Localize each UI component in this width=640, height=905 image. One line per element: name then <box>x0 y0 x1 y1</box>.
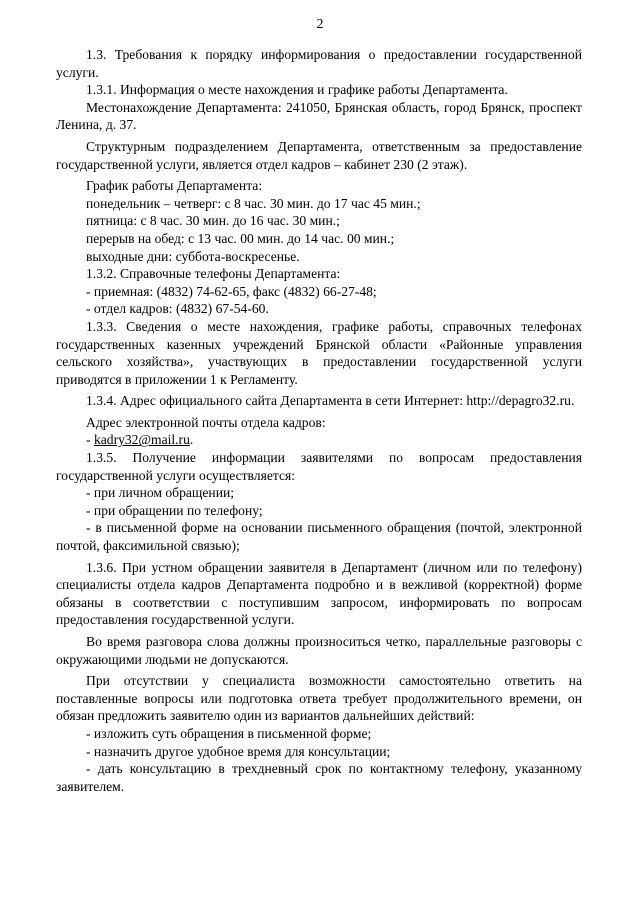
schedule-weekend: выходные дни: суббота-воскресенье. <box>86 248 300 264</box>
page-number: 2 <box>316 17 324 32</box>
paragraph-conversation: Во время разговора слова должны произноситься четко, параллельные разговоры с окружающими людьми не допускаются. <box>56 634 582 667</box>
list-item-written-form: - изложить суть обращения в письменной форме; <box>86 725 372 741</box>
list-item-phone: - при обращении по телефону; <box>86 502 263 518</box>
list-item-three-days: - дать консультацию в трехдневный срок по контактному телефону, указанному заявителем. <box>56 761 582 794</box>
list-item-other-time: - назначить другое удобное время для консультации; <box>86 743 391 759</box>
phone-reception: - приемная: (4832) 74-62-65, факс (4832) 66-27-48; <box>86 283 377 299</box>
paragraph-1-3-4: 1.3.4. Адрес официального сайта Департамента в сети Интернет: http://depagro32.ru. <box>86 393 575 409</box>
list-item-written: - в письменной форме на основании письменного обращения (почтой, электронной почтой, факсимильной связью); <box>56 520 582 554</box>
subsection-heading-1-3-1: 1.3.1. Информация о месте нахождения и графике работы Департамента. <box>86 82 508 98</box>
schedule-heading: График работы Департамента: <box>86 178 263 194</box>
section-heading-1-3: 1.3. Требования к порядку информирования о предоставлении государственной услуги. <box>56 47 582 80</box>
paragraph-no-possibility: При отсутствии у специалиста возможности самостоятельно ответить на поставленные вопросы или подготовка ответа требует продолжительного времени, он обязан предложить заявителю один из вариантов дальнейших действий: <box>56 673 582 724</box>
subsection-heading-1-3-2: 1.3.2. Справочные телефоны Департамента: <box>86 266 341 282</box>
paragraph-responsible-unit: Структурным подразделением Департамента, ответственным за предоставление государственной услуги, является отдел кадров – кабинет 230 (2 этаж). <box>56 138 582 172</box>
email-heading: Адрес электронной почты отдела кадров: <box>86 414 326 430</box>
schedule-mon-thu: понедельник – четверг: с 8 час. 30 мин. до 17 час 45 мин.; <box>86 195 421 211</box>
document-body <box>56 46 582 795</box>
email-link[interactable]: kadry32@mail.ru <box>93 432 190 448</box>
paragraph-location: Местонахождение Департамента: 241050, Брянская область, город Брянск, проспект Ленина, д. 37. <box>56 99 582 133</box>
paragraph-1-3-5: 1.3.5. Получение информации заявителями по вопросам предоставления государственной услуги осуществляется: <box>56 450 582 483</box>
email-prefix: - <box>86 432 94 448</box>
phone-hr: - отдел кадров: (4832) 67-54-60. <box>86 301 269 317</box>
schedule-friday: пятница: с 8 час. 30 мин. до 16 час. 30 мин.; <box>86 213 340 229</box>
email-suffix: . <box>189 432 194 448</box>
schedule-lunch: перерыв на обед: с 13 час. 00 мин. до 14 час. 00 мин.; <box>86 230 395 246</box>
paragraph-1-3-3: 1.3.3. Сведения о месте нахождения, графике работы, справочных телефонах государственных казенных учреждений Брянской области «Районные управления сельского хозяйства», участвующих в предоставлении государственной услуги приводятся в приложении 1 к Регламенту. <box>56 318 582 387</box>
email-line <box>56 431 582 449</box>
list-item-personal: - при личном обращении; <box>86 485 235 501</box>
paragraph-1-3-6: 1.3.6. При устном обращении заявителя в Департамент (личном или по телефону) специалисты отдела кадров Департамента подробно и в вежливой (корректной) форме обязаны в соответствии с поступившим запросом, информировать по вопросам предоставления государственной услуги. <box>56 559 582 628</box>
